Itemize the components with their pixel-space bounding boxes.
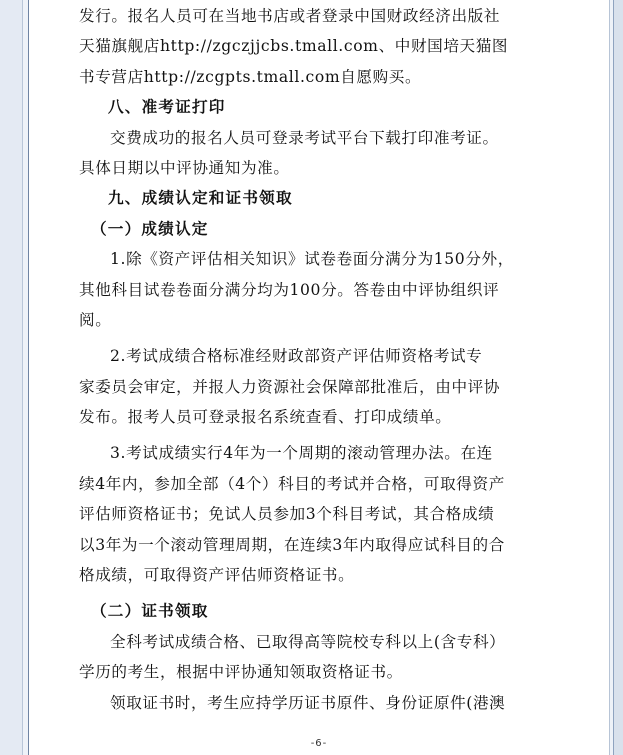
paragraph-line: 交费成功的报名人员可登录考试平台下载打印准考证。 [110,128,499,147]
paragraph-line: 学历的考生，根据中评协通知领取资格证书。 [79,663,403,682]
paragraph-line: 以3年为一个滚动管理周期，在连续3年内取得应试科目的合 [79,535,505,554]
section-heading-8: 八、准考证打印 [108,98,226,117]
viewer-scrollbar[interactable] [613,0,623,755]
paragraph-line: 领取证书时，考生应持学历证书原件、身份证原件(港澳 [110,693,506,712]
paragraph-line: 格成绩，可取得资产评估师资格证书。 [79,566,355,585]
section-heading-9: 九、成绩认定和证书领取 [108,189,293,208]
viewer-left-margin [0,0,23,755]
paragraph-line: 全科考试成绩合格、已取得高等院校专科以上(含专科） [110,632,506,651]
paragraph-line: 书专营店http://zcgpts.tmall.com自愿购买。 [79,67,422,86]
paragraph-line: 其他科目试卷卷面分满分均为100分。答卷由中评协组织评 [79,280,500,299]
paragraph-line: 评估师资格证书；免试人员参加3个科目考试，其合格成绩 [79,505,495,524]
page-number: -6- [310,738,328,749]
paragraph-line: 家委员会审定，并报人力资源社会保障部批准后，由中评协 [79,377,501,396]
paragraph-line: 续4年内，参加全部（4个）科目的考试并合格，可取得资产 [79,474,505,493]
paragraph-line: 1.除《资产评估相关知识》试卷卷面分满分为150分外， [110,250,514,269]
subsection-heading-1: （一）成绩认定 [91,219,209,238]
subsection-heading-2: （二）证书领取 [91,602,209,621]
paragraph-line: 发布。报考人员可登录报名系统查看、打印成绩单。 [79,408,452,427]
paragraph-line: 2.考试成绩合格标准经财政部资产评估师资格考试专 [110,347,483,366]
paragraph-line: 发行。报名人员可在当地书店或者登录中国财政经济出版社 [79,7,501,25]
paragraph-line: 3.考试成绩实行4年为一个周期的滚动管理办法。在连 [110,444,493,463]
paragraph-line: 天猫旗舰店http://zgczjjcbs.tmall.com、中财国培天猫图 [79,37,509,56]
document-page [28,0,609,755]
paragraph-line: 阅。 [79,310,112,329]
page-content [79,0,571,718]
paragraph-line: 具体日期以中评协通知为准。 [79,158,290,177]
